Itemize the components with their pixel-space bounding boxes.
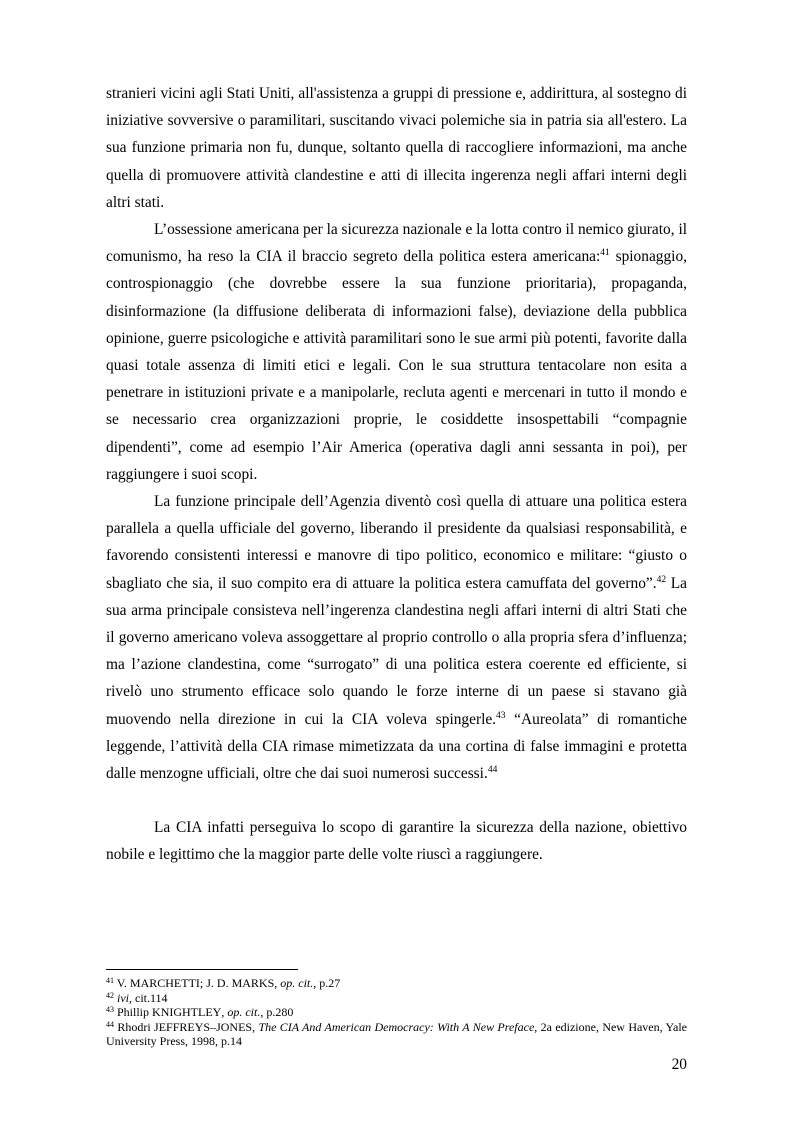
footnote-ref-43[interactable]: 43 bbox=[496, 710, 506, 721]
paragraph-gap bbox=[106, 787, 687, 814]
paragraph-4: La CIA infatti perseguiva lo scopo di garantire la sicurezza della nazione, obiettivo nobile e legittimo che la maggior parte delle volte riuscì a raggiungere. bbox=[106, 819, 687, 864]
footnote-44: $^{44}$ Rhodri JEFFREYS–JONES, The CIA And American Democracy: With A New Preface, 2a edizione, New Haven, Yale University Press, 1998, p.14 bbox=[106, 1019, 687, 1048]
paragraph-1: stranieri vicini agli Stati Uniti, all'assistenza a gruppi di pressione e, addirittura, al sostegno di iniziative sovversive o paramilitari, suscitando vivaci polemiche sia in patria sia all'estero. La sua funzione primaria non fu, dunque, soltanto quella di raccogliere informazioni, ma anche quella di promuovere attività clandestine e atti di illecita ingerenza negli affari interni degli altri stati. bbox=[106, 85, 687, 211]
footnote-43: $^{43}$ Phillip KNIGHTLEY, op. cit., p.280 bbox=[106, 1005, 294, 1019]
footnote-ref-42[interactable]: 42 bbox=[656, 574, 667, 585]
paragraph-2: L’ossessione americana per la sicurezza nazionale e la lotta contro il nemico giurato, il comunismo, ha reso la CIA il braccio segreto della politica estera americana:$^{41}$ spionaggio, controspionaggio (che dovrebbe essere la sua funzione prioritaria), propaganda, disinformazione (la diffusione deliberata di informazioni false), deviazione della pubblica opinione, guerre psicologiche e attività paramilitari sono le sue armi più potenti, favorite dalla quasi totale assenza di limiti etici e legali. Con le sua struttura tentacolare non esita a penetrare in istituzioni private e a manipolarle, recluta agenti e mercenari in tutto il mondo e se necessario crea organizzazioni proprie, le cosiddette insospettabili “compagnie dipendenti”, come ad esempio l’Air America (operativa dagli anni sessanta in poi), per raggiungere i suoi scopi. bbox=[106, 221, 687, 483]
footnote-ref-44[interactable]: 44 bbox=[487, 765, 498, 776]
footnote-separator bbox=[106, 969, 298, 970]
page-number: 20 bbox=[671, 1056, 687, 1073]
footnote-ref-41[interactable]: 41 bbox=[600, 248, 610, 259]
paragraph-3: La funzione principale dell’Agenzia diventò così quella di attuare una politica estera parallela a quella ufficiale del governo, liberando il presidente da qualsiasi responsabilità, e favorendo consistenti interessi e manovre di tipo politico, economico e militare: “giusto o sbagliato che sia, il suo compito era di attuare la politica estera camuffata del governo”.$^{42}$ La sua arma principale consisteva nell’ingerenza clandestina negli affari interni di altri Stati che il governo americano voleva assoggettare al proprio controllo o alla propria sfera d’influenza; ma l’azione clandestina, come “surrogato” di una politica estera coerente ed efficiente, si rivelò uno strumento efficace solo quando le forze interne di un paese si stavano già muovendo nella direzione in cui la CIA voleva spingerle.$^{43}$ “Aureolata” di romantiche leggende, l’attività della CIA rimase mimetizzata da una cortina di false immagini e protetta dalle menzogne ufficiali, oltre che dai suoi numerosi successi.$^{44}$ bbox=[106, 493, 687, 783]
footnote-42: $^{42}$ ivi, cit.114 bbox=[106, 990, 168, 1005]
footnotes bbox=[106, 976, 687, 1049]
main-text bbox=[106, 80, 687, 869]
footnote-41: $^{41}$ V. MARCHETTI; J. D. MARKS, op. cit., p.27 bbox=[106, 976, 341, 990]
